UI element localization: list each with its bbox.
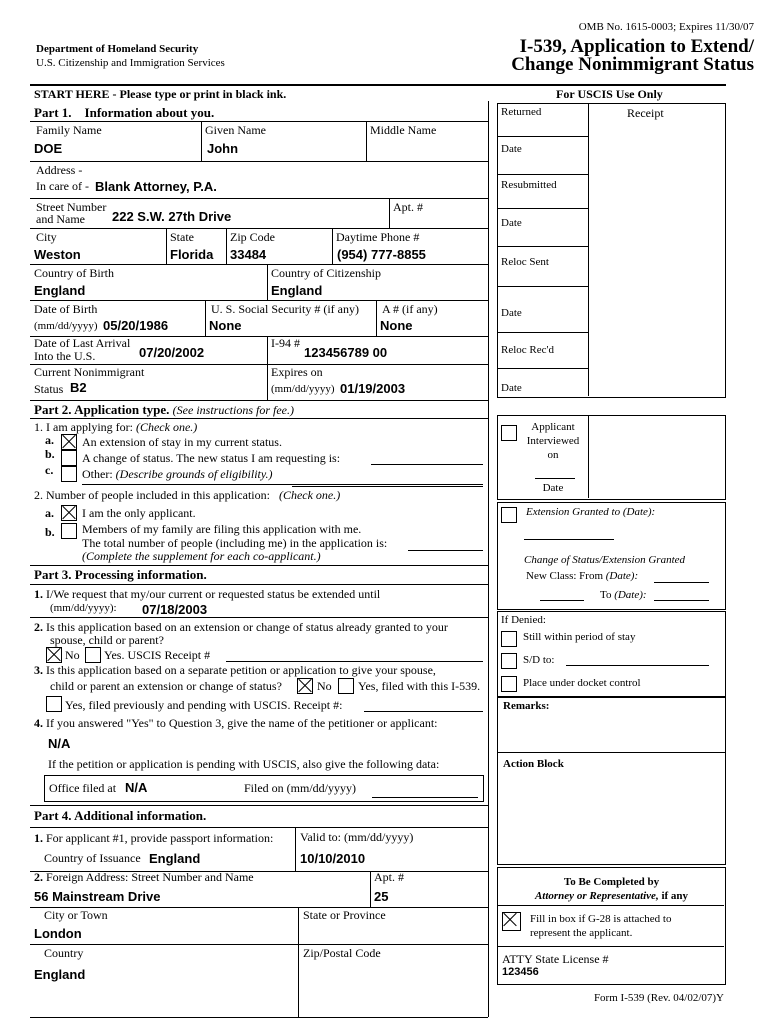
part4-heading: Part 4. Additional information. (34, 808, 207, 823)
docket-checkbox[interactable] (501, 676, 517, 692)
form-id: Form I-539 (Rev. 04/02/07)Y (593, 992, 724, 1004)
p3-q3-yes-filed-checkbox[interactable] (338, 678, 354, 694)
i94-value[interactable]: 123456789 00 (304, 345, 388, 360)
given-name-value[interactable]: John (207, 141, 239, 156)
p3-q1-format: (mm/dd/yyyy): (50, 602, 117, 614)
filed-on-label: Filed on (mm/dd/yyyy) (244, 781, 356, 795)
i94-label: I-94 # (271, 336, 300, 350)
on-label: on (547, 449, 559, 461)
address-label: Address - (36, 163, 83, 177)
care-of-value[interactable]: Blank Attorney, P.A. (95, 179, 217, 194)
part1-heading: Part 1. Information about you. (34, 105, 215, 120)
ext-granted-checkbox[interactable] (501, 507, 517, 523)
p3-q3-no-label: No (317, 679, 332, 693)
street-label-2: and Name (36, 212, 85, 226)
interviewed-checkbox[interactable] (501, 425, 517, 441)
status-label-2: Status (34, 382, 64, 396)
docket-label: Place under docket control (523, 677, 641, 689)
p2-opt-a-label: An extension of stay in my current status. (82, 435, 282, 449)
p2-q2-a-letter: a. (45, 506, 54, 520)
p2-opt-b-checkbox[interactable] (61, 450, 77, 466)
reloc-recd-label: Reloc Rec'd (501, 344, 554, 356)
p2-opt-c-checkbox[interactable] (61, 466, 77, 482)
ext-granted-label: Extension Granted to (Date): (526, 506, 656, 518)
p2-q2-b-letter: b. (45, 525, 55, 539)
phone-label: Daytime Phone # (336, 230, 420, 244)
g28-checkbox[interactable] (502, 912, 521, 931)
sd-checkbox[interactable] (501, 653, 517, 669)
zip-label: Zip Code (230, 230, 275, 244)
g28-line2: represent the applicant. (530, 927, 633, 939)
agency: U.S. Citizenship and Immigration Services (36, 57, 225, 69)
p3-q2-line1: 2. Is this application based on an extension or change of status already granted to your (34, 620, 448, 634)
anum-label: A # (if any) (382, 302, 438, 316)
state-value[interactable]: Florida (170, 247, 214, 262)
p3-q3-line2: child or parent an extension or change of status? (50, 679, 282, 693)
date-label-1: Date (501, 143, 522, 155)
family-name-value[interactable]: DOE (34, 141, 63, 156)
atty-license-label: ATTY State License # (502, 952, 609, 966)
part3-heading: Part 3. Processing information. (34, 567, 207, 582)
office-filed-label: Office filed at (49, 781, 117, 795)
p2-opt-a-checkbox[interactable] (61, 434, 77, 450)
p4-q1: 1. For applicant #1, provide passport information: (34, 831, 274, 845)
dob-value[interactable]: 05/20/1986 (103, 318, 169, 333)
department: Department of Homeland Security (36, 43, 199, 55)
p4-country-label: Country (44, 946, 84, 960)
p2-q2-a-checkbox[interactable] (61, 505, 77, 521)
resubmitted-label: Resubmitted (501, 179, 557, 191)
p2-opt-a-letter: a. (45, 433, 54, 447)
dob-format: (mm/dd/yyyy) (34, 320, 98, 332)
p3-q3-line1: 3. Is this application based on a separate petition or application to give your spouse, (34, 663, 436, 677)
anum-value[interactable]: None (380, 318, 413, 333)
p3-q4-value[interactable]: N/A (48, 736, 71, 751)
arrival-value[interactable]: 07/20/2002 (139, 345, 205, 360)
action-block-label: Action Block (503, 758, 564, 770)
form-title-line2: Change Nonimmigrant Status (511, 54, 754, 75)
reloc-sent-label: Reloc Sent (501, 256, 549, 268)
part2-heading: Part 2. Application type. (See instructions for fee.) (34, 402, 294, 417)
date-label-4: Date (501, 382, 522, 394)
expires-value[interactable]: 01/19/2003 (340, 381, 406, 396)
p3-q2-line2: spouse, child or parent? (50, 633, 164, 647)
p4-city-label: City or Town (44, 908, 108, 922)
street-label-1: Street Number (36, 200, 107, 214)
ssn-value[interactable]: None (209, 318, 242, 333)
state-label: State (170, 230, 194, 244)
p4-issuance-label: Country of Issuance (44, 851, 141, 865)
p4-country-value[interactable]: England (34, 967, 86, 982)
status-label-1: Current Nonimmigrant (34, 365, 145, 379)
p2-opt-b-label: A change of status. The new status I am requesting is: (82, 451, 341, 465)
p3-q4-line2: If the petition or application is pending with USCIS, also give the following data: (48, 757, 440, 771)
apt-label: Apt. # (393, 200, 423, 214)
office-filed-value[interactable]: N/A (125, 780, 148, 795)
change-granted-label: Change of Status/Extension Granted (524, 554, 686, 566)
p4-zip-label: Zip/Postal Code (303, 946, 381, 960)
family-name-label: Family Name (36, 123, 102, 137)
p2-q2: 2. Number of people included in this application: (Check one.) (34, 488, 341, 502)
p4-street-value[interactable]: 56 Mainstream Drive (34, 889, 161, 904)
citizenship-value[interactable]: England (271, 283, 323, 298)
p3-q4: 4. If you answered "Yes" to Question 3, give the name of the petitioner or applicant: (34, 716, 438, 730)
p2-q2-b-checkbox[interactable] (61, 523, 77, 539)
citizenship-label: Country of Citizenship (271, 266, 381, 280)
p2-q2-b-line1: Members of my family are filing this application with me. (82, 522, 362, 536)
p2-opt-c-letter: c. (45, 463, 54, 477)
p4-valid-value[interactable]: 10/10/2010 (300, 851, 366, 866)
p4-issuance-value[interactable]: England (149, 851, 201, 866)
sd-to-label: S/D to: (523, 654, 555, 666)
p3-q3-pending-label: Yes, filed previously and pending with USCIS. Receipt #: (65, 698, 343, 712)
date-label-3: Date (501, 307, 522, 319)
date-label-2: Date (501, 217, 522, 229)
if-denied-label: If Denied: (501, 614, 546, 626)
still-within-label: Still within period of stay (523, 631, 636, 643)
p2-q2-b-line2: The total number of people (including me) in the application is: (82, 536, 388, 550)
p3-q2-yes-checkbox[interactable] (85, 647, 101, 663)
p3-q3-no-checkbox[interactable] (297, 678, 313, 694)
uscis-use-only: For USCIS Use Only (556, 87, 663, 101)
returned-label: Returned (501, 106, 542, 118)
p4-apt-label: Apt. # (374, 870, 404, 884)
still-within-checkbox[interactable] (501, 631, 517, 647)
expires-format: (mm/dd/yyyy) (271, 383, 335, 395)
p3-q1: 1. I/We request that my/our current or requested status be extended until (34, 587, 381, 601)
interview-date-label: Date (542, 482, 564, 494)
expires-label: Expires on (271, 365, 323, 379)
country-birth-value[interactable]: England (34, 283, 86, 298)
p4-valid-label: Valid to: (mm/dd/yyyy) (300, 830, 414, 844)
p3-q1-value[interactable]: 07/18/2003 (142, 602, 208, 617)
phone-value[interactable]: (954) 777-8855 (337, 247, 426, 262)
new-class-label: New Class: From (Date): (526, 570, 639, 582)
city-label: City (36, 230, 57, 244)
arrival-label-1: Date of Last Arrival (34, 336, 131, 350)
p3-q3-pending-checkbox[interactable] (46, 696, 62, 712)
country-birth-label: Country of Birth (34, 266, 114, 280)
p2-q2-a-label: I am the only applicant. (82, 506, 196, 520)
p4-apt-value[interactable]: 25 (374, 889, 389, 904)
given-name-label: Given Name (205, 123, 266, 137)
zip-value[interactable]: 33484 (230, 247, 267, 262)
remarks-label: Remarks: (503, 700, 550, 712)
arrival-label-2: Into the U.S. (34, 349, 96, 363)
p3-q2-yes-label: Yes. USCIS Receipt # (104, 648, 211, 662)
street-value[interactable]: 222 S.W. 27th Drive (112, 209, 232, 224)
receipt-label: Receipt (627, 106, 664, 120)
form-title-line1: I-539, Application to Extend/ (519, 36, 754, 57)
completed-by-label: To Be Completed by (563, 876, 660, 888)
p4-city-value[interactable]: London (34, 926, 82, 941)
p4-q2: 2. Foreign Address: Street Number and Name (34, 870, 254, 884)
p2-opt-b-letter: b. (45, 447, 55, 461)
p2-q2-b-line3: (Complete the supplement for each co-applicant.) (82, 549, 321, 563)
interviewed-label: Interviewed (526, 435, 580, 447)
atty-license-value[interactable]: 123456 (502, 966, 539, 978)
omb-number: OMB No. 1615-0003; Expires 11/30/07 (578, 21, 754, 33)
p2-opt-c-label: Other: (Describe grounds of eligibility.) (82, 467, 273, 481)
start-here: START HERE - Please type or print in black ink. (34, 87, 287, 101)
attorney-rep-label: Attorney or Representative, if any (534, 890, 689, 902)
p3-q3-yes-filed-label: Yes, filed with this I-539. (358, 679, 481, 693)
middle-name-label: Middle Name (370, 123, 437, 137)
p3-q2-no-checkbox[interactable] (46, 647, 62, 663)
city-value[interactable]: Weston (34, 247, 81, 262)
ssn-label: U. S. Social Security # (if any) (211, 302, 359, 316)
applicant-label: Applicant (531, 421, 575, 433)
dob-label: Date of Birth (34, 302, 98, 316)
status-value[interactable]: B2 (70, 380, 87, 395)
to-label: To (Date): (600, 589, 647, 601)
p3-q2-no-label: No (65, 648, 80, 662)
care-of-label: In care of - (36, 179, 89, 193)
g28-line1: Fill in box if G-28 is attached to (530, 913, 672, 925)
p4-state-label: State or Province (303, 908, 386, 922)
p2-q1: 1. I am applying for: (Check one.) (34, 420, 198, 434)
